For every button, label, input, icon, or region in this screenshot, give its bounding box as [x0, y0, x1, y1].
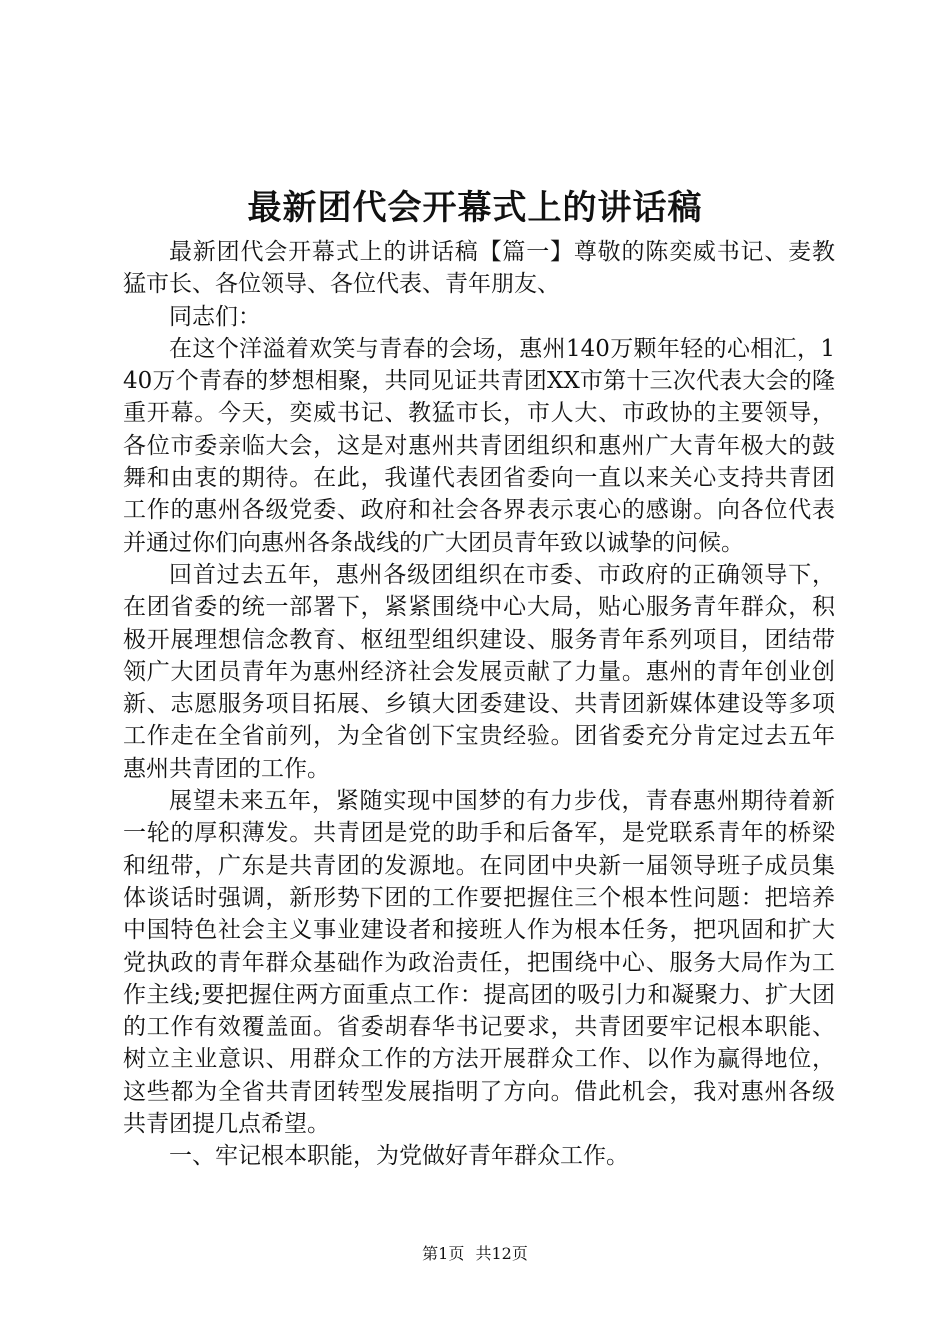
page-total: 共12页 [475, 1244, 528, 1263]
document-body [123, 236, 835, 1173]
paragraph-section-one: 一、牢记根本职能，为党做好青年群众工作。 [169, 1143, 629, 1170]
page-number: 第1页 [422, 1244, 465, 1263]
paragraph-opening: 在这个洋溢着欢笑与青春的会场，惠州140万颗年轻的心相汇，140万个青春的梦想相聚，共同见证共青团XX市第十三次代表大会的隆重开幕。今天，奕威书记、教猛市长，市人大、市政协的主要领导，各位市委亲临大会，这是对惠州共青团组织和惠州广大青年极大的鼓舞和由衷的期待。在此，我谨代表团省委向一直以来关心支持共青团工作的惠州各级党委、政府和社会各界表示衷心的感谢。向各位代表并通过你们向惠州各条战线的广大团员青年致以诚挚的问候。 [123, 335, 835, 556]
document-title: 最新团代会开幕式上的讲话稿 [247, 188, 703, 228]
paragraph-review: 回首过去五年，惠州各级团组织在市委、市政府的正确领导下，在团省委的统一部署下，紧紧围绕中心大局，贴心服务青年群众，积极开展理想信念教育、枢纽型组织建设、服务青年系列项目，团结带领广大团员青年为惠州经济社会发展贡献了力量。惠州的青年创业创新、志愿服务项目拓展、乡镇大团委建设、共青团新媒体建设等多项工作走在全省前列，为全省创下宝贵经验。团省委充分肯定过去五年惠州共青团的工作。 [123, 561, 835, 782]
paragraph-comrades: 同志们： [169, 303, 261, 330]
page-footer [0, 1242, 950, 1266]
paragraph-salutation: 最新团代会开幕式上的讲话稿【篇一】尊敬的陈奕威书记、麦教猛市长、各位领导、各位代表、青年朋友、 [123, 239, 835, 298]
paragraph-outlook: 展望未来五年，紧随实现中国梦的有力步伐，青春惠州期待着新一轮的厚积薄发。共青团是党的助手和后备军，是党联系青年的桥梁和纽带，广东是共青团的发源地。在同团中央新一届领导班子成员集体谈话时强调，新形势下团的工作要把握住三个根本性问题：把培养中国特色社会主义事业建设者和接班人作为根本任务，把巩固和扩大党执政的青年群众基础作为政治责任，把围绕中心、服务大局作为工作主线;要把握住两方面重点工作：提高团的吸引力和凝聚力、扩大团的工作有效覆盖面。省委胡春华书记要求，共青团要牢记根本职能、树立主业意识、用群众工作的方法开展群众工作、以作为赢得地位，这些都为全省共青团转型发展指明了方向。借此机会，我对惠州各级共青团提几点希望。 [123, 788, 835, 1138]
